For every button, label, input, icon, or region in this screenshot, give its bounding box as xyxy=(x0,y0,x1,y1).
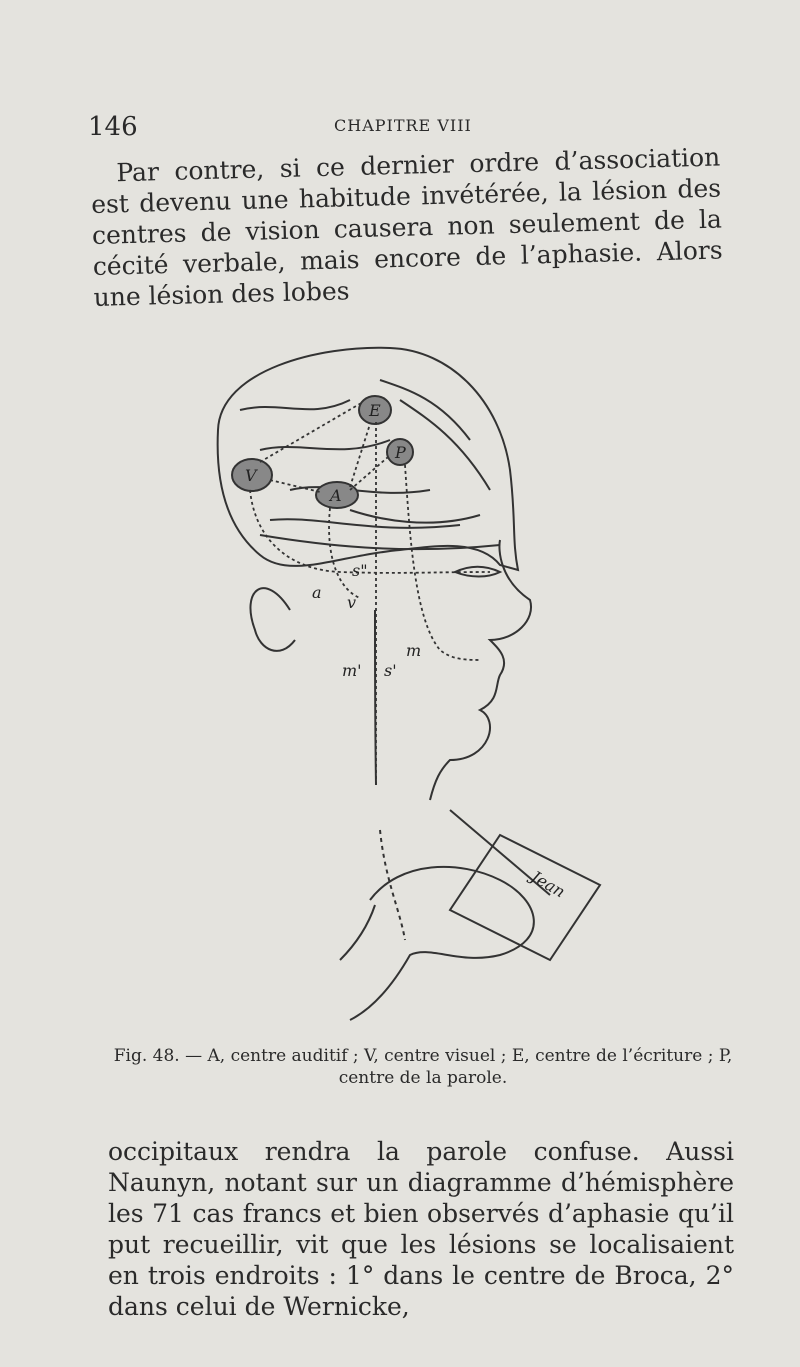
paragraph-bottom xyxy=(108,1136,734,1322)
figure-caption: Fig. 48. — A, centre auditif ; V, centre visuel ; E, centre de l’écriture ; P, centre de la parole. xyxy=(113,1046,733,1088)
running-head: CHAPITRE VIII xyxy=(334,116,472,135)
label-E: E xyxy=(369,401,381,420)
label-v: v xyxy=(347,593,357,612)
paragraph-bottom-text: occipitaux rendra la parole confuse. Aussi Naunyn, notant sur un diagramme d’hémisphère les 71 cas francs et bien observés d’aphasie qu’il put recueillir, vit que les lésions se localisaient en trois endroits : 1° dans le centre de Broca, 2° dans celui de Wernicke, xyxy=(108,1137,734,1321)
brain-head-diagram xyxy=(200,340,620,1030)
face-profile xyxy=(430,540,531,800)
hand xyxy=(350,867,534,1020)
label-s2: s" xyxy=(352,561,368,580)
figure-48 xyxy=(200,340,620,1030)
label-m1: m' xyxy=(342,661,362,680)
label-a: a xyxy=(312,583,322,602)
brain-outline xyxy=(218,348,518,570)
label-V: V xyxy=(245,466,257,485)
page-number: 146 xyxy=(88,112,138,142)
label-m: m xyxy=(406,641,422,660)
label-A: A xyxy=(330,486,342,505)
ear xyxy=(250,588,295,651)
label-P: P xyxy=(395,443,406,462)
label-s1: s' xyxy=(384,661,397,680)
paragraph-top-text: Par contre, si ce dernier ordre d’association est devenu une habitude invétérée, la lésion des centres de vision causera non seulement de la cécité verbale, mais encore de l’aphasie. Alors une lésion des lobes xyxy=(90,142,724,312)
paragraph-top xyxy=(90,142,724,313)
label-hand-word: Jean xyxy=(528,867,569,902)
